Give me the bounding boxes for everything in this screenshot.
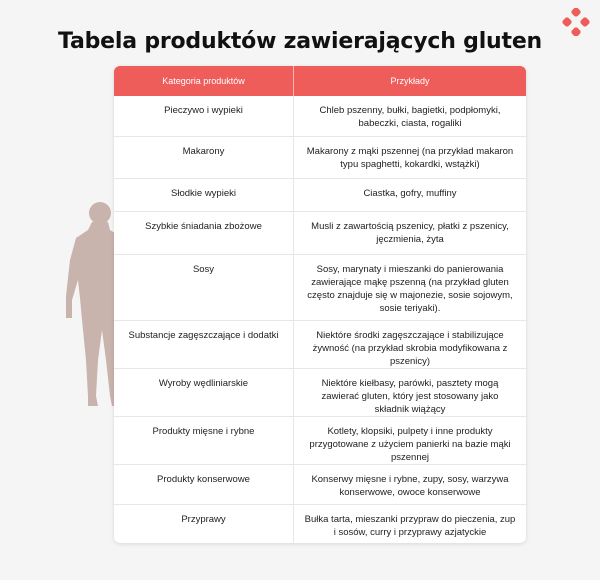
- gluten-table-card: [114, 66, 526, 543]
- page-title: Tabela produktów zawierających gluten: [57, 28, 542, 54]
- gluten-products-table: [114, 66, 526, 543]
- row-category: Szybkie śniadania zbożowe: [114, 211, 294, 254]
- table-row: [114, 320, 526, 368]
- row-examples: Bułka tarta, mieszanki przypraw do pieczenia, zup i sosów, curry i przyprawy azjatyckie: [294, 504, 527, 543]
- table-row: [114, 136, 526, 178]
- brand-cross-logo-icon[interactable]: [561, 8, 591, 36]
- table-header-row: [114, 66, 526, 96]
- row-examples: Niektóre środki zagęszczające i stabilizujące żywność (na przykład skrobia modyfikowana z pszenicy): [294, 320, 527, 368]
- row-category: Słodkie wypieki: [114, 178, 294, 211]
- table-row: [114, 416, 526, 464]
- row-category: Substancje zagęszczające i dodatki: [114, 320, 294, 368]
- row-examples: Kotlety, klopsiki, pulpety i inne produkty przygotowane z użyciem panierki na bazie mąki pszennej: [294, 416, 527, 464]
- table-row: [114, 254, 526, 320]
- table-row: [114, 211, 526, 254]
- header-category: Kategoria produktów: [114, 66, 294, 96]
- row-examples: Sosy, marynaty i mieszanki do panierowania zawierające mąkę pszenną (na przykład gluten często znajduje się w majonezie, sosie sojowym, sosie teriyaki).: [294, 254, 527, 320]
- row-category: Przyprawy: [114, 504, 294, 543]
- row-category: Wyroby wędliniarskie: [114, 368, 294, 416]
- row-examples: Makarony z mąki pszennej (na przykład makaron typu spaghetti, kokardki, wstążki): [294, 136, 527, 178]
- row-examples: Musli z zawartością pszenicy, płatki z pszenicy, jęczmienia, żyta: [294, 211, 527, 254]
- row-category: Produkty konserwowe: [114, 464, 294, 504]
- row-examples: Ciastka, gofry, muffiny: [294, 178, 527, 211]
- row-category: Produkty mięsne i rybne: [114, 416, 294, 464]
- row-category: Sosy: [114, 254, 294, 320]
- row-category: Pieczywo i wypieki: [114, 96, 294, 136]
- row-examples: Chleb pszenny, bułki, bagietki, podpłomyki, babeczki, ciasta, rogaliki: [319, 105, 501, 129]
- row-examples: Konserwy mięsne i rybne, zupy, sosy, warzywa konserwowe, owoce konserwowe: [294, 464, 527, 504]
- table-row: [114, 178, 526, 211]
- table-row: [114, 368, 526, 416]
- table-row: [114, 464, 526, 504]
- row-category: Makarony: [114, 136, 294, 178]
- table-row: [114, 96, 526, 136]
- table-row: [114, 504, 526, 543]
- row-examples: Niektóre kiełbasy, parówki, pasztety mogą zawierać gluten, który jest stosowany jako składnik wiążący: [294, 368, 527, 416]
- header-examples: Przykłady: [390, 76, 430, 86]
